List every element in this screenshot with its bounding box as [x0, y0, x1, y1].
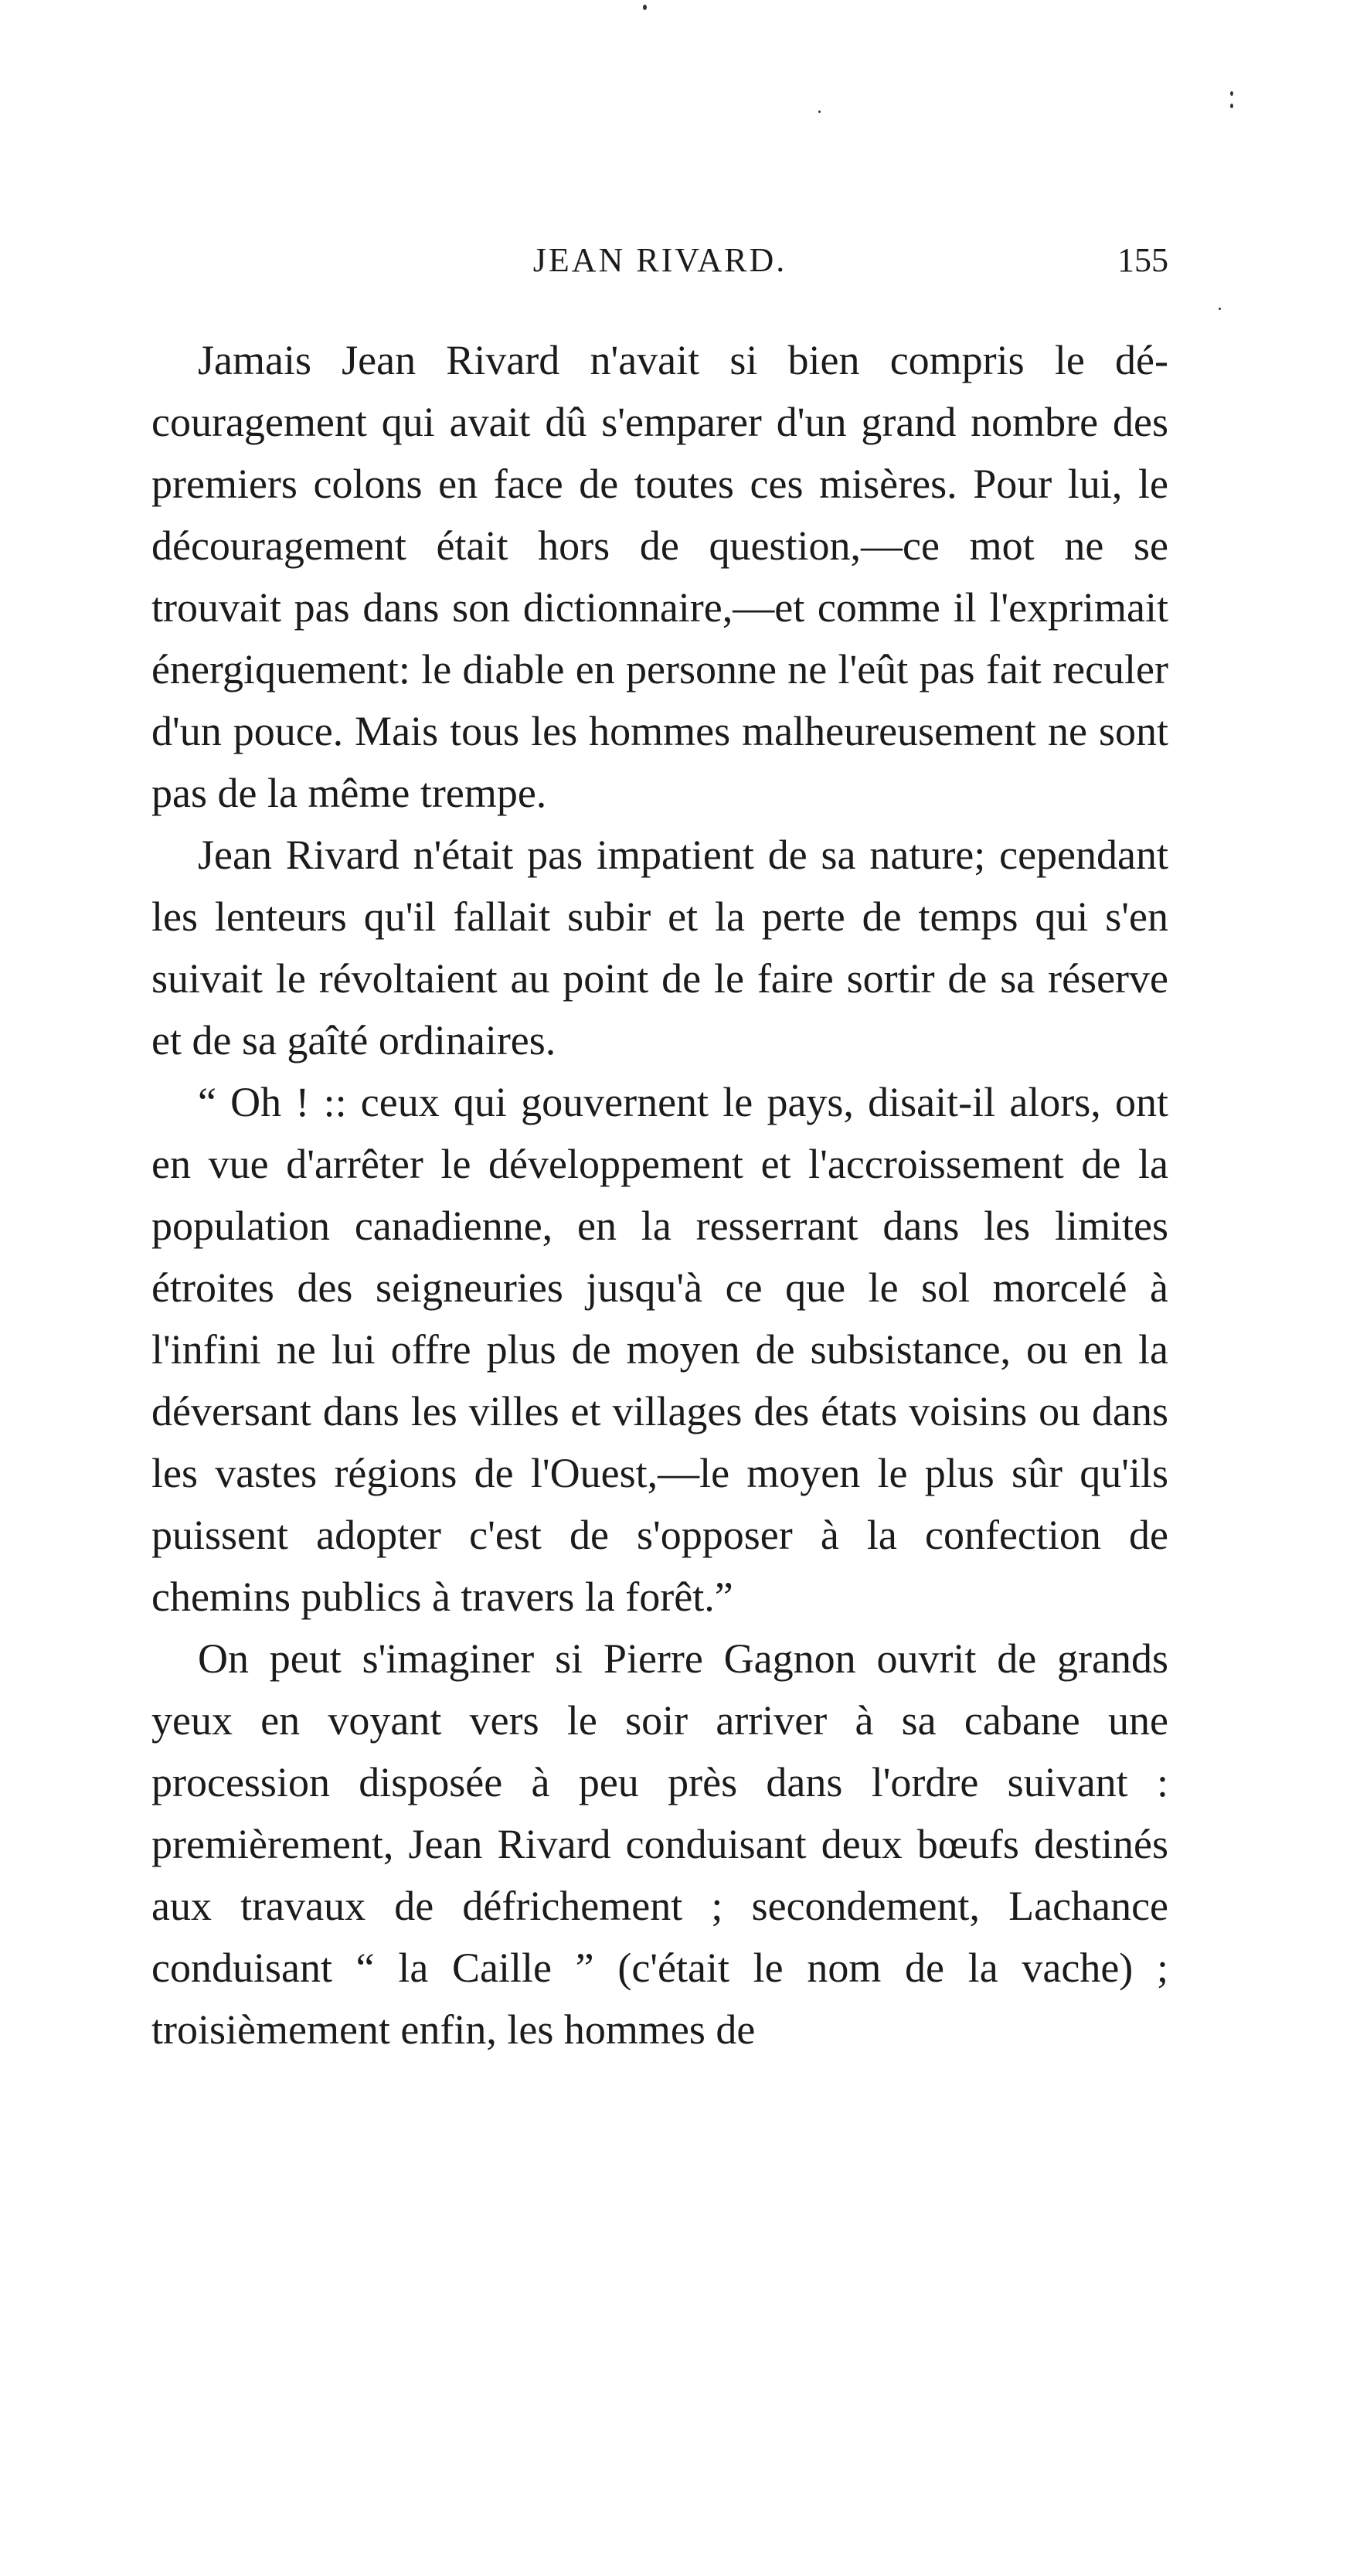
body-text: [151, 329, 1168, 2060]
page-number: 155: [1117, 241, 1168, 279]
paragraph: On peut s'imaginer si Pierre Gagnon ouvrit de grands yeux en voyant vers le soir arriver à sa cabane une procession disposée à peu près dans l'ordre suivant : premièrement, Jean Rivard conduisant deux bœufs destinés aux travaux de défrichement ; secondement, Lachance conduisant “ la Caille ” (c'était le nom de la vache) ; troisièmement enfin, les hommes de: [151, 1635, 1168, 2053]
paragraph: Jean Rivard n'était pas impatient de sa nature; cependant les lenteurs qu'il fallait subir et la perte de temps qui s'en suivait le révoltaient au point de le faire sortir de sa réserve et de sa gaîté ordinaires.: [151, 832, 1168, 1063]
print-speck: [1230, 91, 1233, 96]
running-title: JEAN RIVARD.: [532, 241, 787, 279]
paragraph: Jamais Jean Rivard n'avait si bien compris le découragement qui avait dû s'emparer d'un grand nombre des premiers colons en face de toutes ces misères. Pour lui, le découragement était hors de question,—ce mot ne se trouvait pas dans son dictionnaire,—et comme il l'exprimait énergiquement: le diable en personne ne l'eût pas fait reculer d'un pouce. Mais tous les hommes malheureusement ne sont pas de la même trempe.: [151, 337, 1168, 816]
print-speck: [1219, 308, 1221, 310]
print-speck: [643, 5, 647, 10]
running-head: [151, 233, 1168, 288]
paragraph: “ Oh ! :: ceux qui gouvernent le pays, disait-il alors, ont en vue d'arrêter le développement et l'accroissement de la population canadienne, en la resserrant dans les limites étroites des seigneuries jusqu'à ce que le sol morcelé à l'infini ne lui offre plus de moyen de subsistance, ou en la déversant dans les villes et villages des états voisins ou dans les vastes régions de l'Ouest,—le moyen le plus sûr qu'ils puissent adopter c'est de s'opposer à la confection de chemins publics à travers la forêt.”: [151, 1079, 1168, 1620]
print-speck: [818, 111, 821, 113]
print-speck: [1230, 104, 1233, 108]
